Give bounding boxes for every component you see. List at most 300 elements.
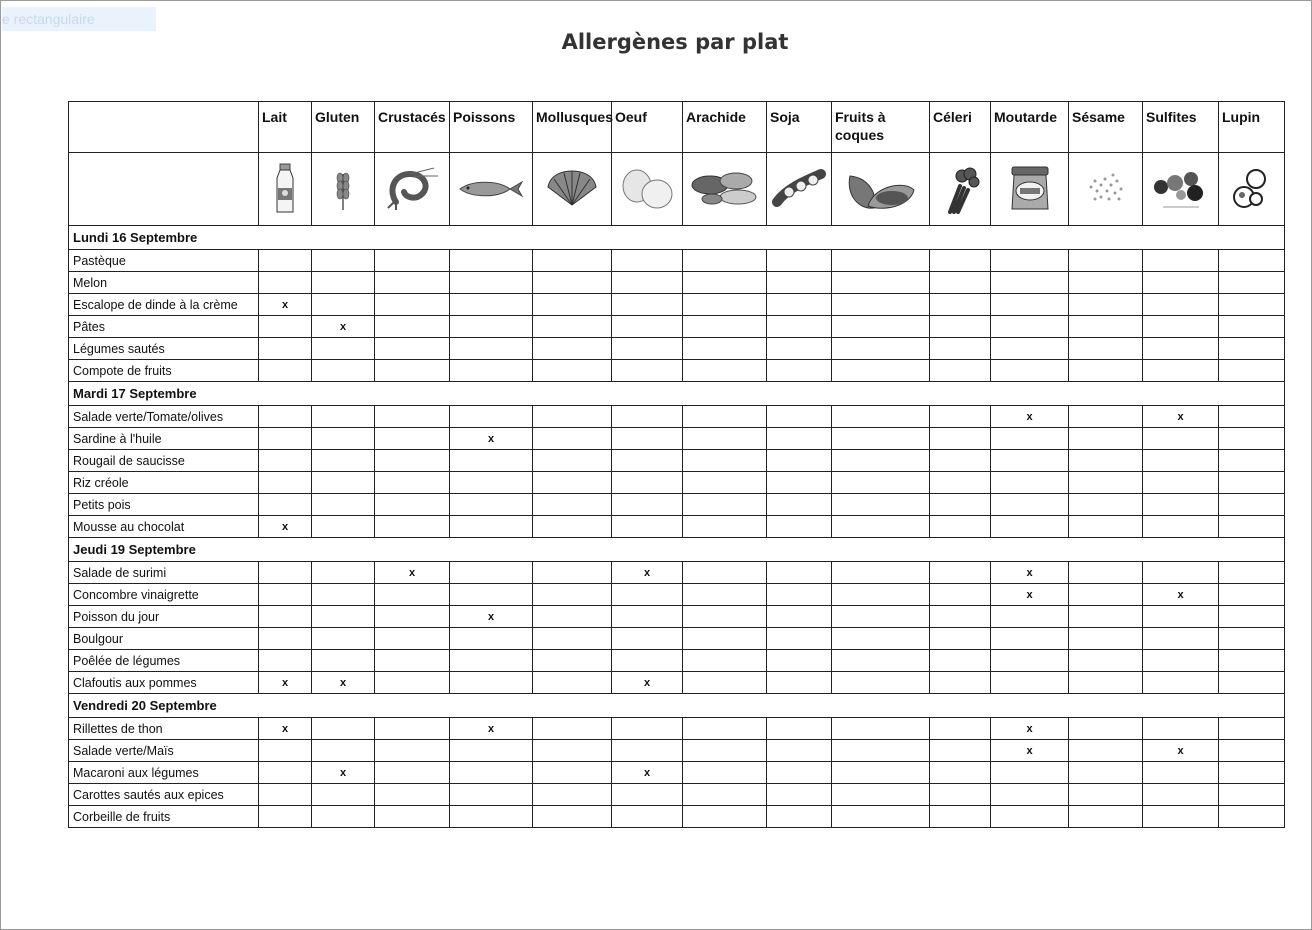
allergen-cell [683,272,767,294]
dish-name: Pâtes [69,316,259,338]
allergen-cell [450,360,533,382]
allergen-cell [1069,272,1143,294]
allergen-icon-cell [991,153,1069,226]
allergen-cell [1069,250,1143,272]
allergen-cell [375,584,450,606]
allergen-cell [312,650,375,672]
allergen-table [68,101,1285,828]
allergen-cell [312,272,375,294]
allergen-cell [683,672,767,694]
allergen-mark: x [612,762,683,784]
dish-row [69,562,1285,584]
allergen-cell [991,672,1069,694]
allergen-cell [612,606,683,628]
allergen-cell [683,316,767,338]
dish-name: Mousse au chocolat [69,516,259,538]
allergen-cell [450,272,533,294]
allergen-cell [259,806,312,828]
dish-row [69,784,1285,806]
allergen-cell [1069,562,1143,584]
allergen-cell [375,250,450,272]
allergen-cell [1069,516,1143,538]
allergen-cell [1069,740,1143,762]
allergen-cell [259,740,312,762]
allergen-cell [312,516,375,538]
dish-row [69,672,1285,694]
allergen-cell [1219,718,1285,740]
allergen-mark: x [312,316,375,338]
allergen-cell [683,406,767,428]
allergen-cell [683,494,767,516]
allergen-cell [533,584,612,606]
allergen-cell [259,316,312,338]
dish-row [69,428,1285,450]
allergen-cell [832,472,930,494]
dish-row [69,606,1285,628]
allergen-cell [312,472,375,494]
allergen-cell [259,628,312,650]
allergen-cell [930,740,991,762]
allergen-cell [767,562,832,584]
allergen-cell [930,272,991,294]
fish-icon [450,178,532,200]
nut-icon [832,166,929,212]
allergen-cell [767,762,832,784]
allergen-cell [312,718,375,740]
allergen-cell [312,740,375,762]
allergen-cell [533,650,612,672]
allergen-cell [612,740,683,762]
allergen-cell [533,762,612,784]
allergen-cell [767,406,832,428]
dish-name: Boulgour [69,628,259,650]
allergen-cell [991,516,1069,538]
dish-name: Rougail de saucisse [69,450,259,472]
allergen-icon-row [69,153,1285,226]
allergen-cell [450,806,533,828]
dish-row [69,406,1285,428]
allergen-mark: x [259,718,312,740]
allergen-cell [930,672,991,694]
allergen-cell [1143,360,1219,382]
allergen-cell [767,294,832,316]
allergen-cell [1069,472,1143,494]
allergen-cell [259,360,312,382]
dish-name: Poisson du jour [69,606,259,628]
allergen-cell [930,806,991,828]
allergen-cell [1143,806,1219,828]
dish-name: Salade verte/Tomate/olives [69,406,259,428]
allergen-cell [450,650,533,672]
allergen-cell [683,628,767,650]
allergen-cell [683,650,767,672]
allergen-cell [832,316,930,338]
allergen-cell [1219,272,1285,294]
allergen-cell [1219,806,1285,828]
allergen-cell [930,450,991,472]
allergen-cell [450,406,533,428]
allergen-icon-cell [1219,153,1285,226]
allergen-cell [1219,360,1285,382]
allergen-mark: x [991,718,1069,740]
allergen-cell [991,606,1069,628]
allergen-cell [259,406,312,428]
allergen-cell [767,316,832,338]
allergen-cell [533,806,612,828]
allergen-cell [683,472,767,494]
allergen-cell [832,718,930,740]
allergen-cell [312,294,375,316]
allergen-cell [930,428,991,450]
allergen-mark: x [991,584,1069,606]
allergen-cell [1143,628,1219,650]
allergen-cell [991,806,1069,828]
allergen-cell [930,718,991,740]
allergen-cell [375,406,450,428]
allergen-cell [832,272,930,294]
shape-label-fragment: e rectangulaire [2,7,156,31]
allergen-cell [375,606,450,628]
allergen-mark: x [259,672,312,694]
header-blank-cell [69,102,259,153]
allergen-cell [1219,562,1285,584]
allergen-cell [450,494,533,516]
allergen-mark: x [450,606,533,628]
allergen-header: Sésame [1069,102,1143,153]
allergen-icon-cell [767,153,832,226]
allergen-cell [767,494,832,516]
allergen-cell [832,450,930,472]
day-row [69,538,1285,562]
allergen-cell [683,718,767,740]
allergen-cell [259,584,312,606]
allergen-cell [450,316,533,338]
allergen-cell [1143,762,1219,784]
allergen-cell [1069,584,1143,606]
allergen-cell [1219,250,1285,272]
allergen-cell [375,806,450,828]
allergen-cell [375,762,450,784]
allergen-mark: x [450,718,533,740]
allergen-cell [1069,628,1143,650]
allergen-cell [1069,784,1143,806]
allergen-cell [1069,406,1143,428]
allergen-cell [683,806,767,828]
allergen-cell [767,584,832,606]
dish-name: Sardine à l'huile [69,428,259,450]
dish-name: Corbeille de fruits [69,806,259,828]
allergen-cell [767,428,832,450]
allergen-cell [259,784,312,806]
allergen-cell [683,740,767,762]
dish-name: Poêlée de légumes [69,650,259,672]
allergen-mark: x [612,672,683,694]
allergen-cell [533,472,612,494]
allergen-cell [767,718,832,740]
allergen-cell [832,562,930,584]
allergen-cell [259,428,312,450]
allergen-cell [1219,784,1285,806]
sulfites-icon [1143,167,1218,211]
allergen-cell [1069,316,1143,338]
allergen-cell [612,338,683,360]
allergen-cell [1219,606,1285,628]
allergen-header-row [69,102,1285,153]
dish-row [69,762,1285,784]
allergen-cell [832,762,930,784]
allergen-cell [1219,338,1285,360]
allergen-cell [612,516,683,538]
allergen-header: Poissons [450,102,533,153]
allergen-cell [1069,360,1143,382]
allergen-cell [259,450,312,472]
allergen-mark: x [1143,584,1219,606]
allergen-cell [1069,762,1143,784]
day-heading: Jeudi 19 Septembre [69,538,1285,562]
allergen-cell [930,628,991,650]
allergen-cell [683,606,767,628]
allergen-cell [1069,338,1143,360]
allergen-header: Lait [259,102,312,153]
allergen-cell [612,718,683,740]
allergen-cell [533,606,612,628]
allergen-cell [1143,672,1219,694]
allergen-cell [767,784,832,806]
allergen-cell [1219,650,1285,672]
allergen-cell [312,250,375,272]
allergen-cell [312,494,375,516]
allergen-cell [533,406,612,428]
allergen-cell [991,294,1069,316]
allergen-cell [533,360,612,382]
allergen-cell [832,250,930,272]
allergen-cell [767,806,832,828]
dish-row [69,338,1285,360]
allergen-cell [533,516,612,538]
allergen-cell [612,272,683,294]
dish-row [69,584,1285,606]
allergen-cell [375,628,450,650]
allergen-cell [450,672,533,694]
dish-name: Salade de surimi [69,562,259,584]
dish-row [69,272,1285,294]
allergen-cell [930,316,991,338]
allergen-cell [930,472,991,494]
allergen-cell [375,718,450,740]
allergen-cell [259,762,312,784]
allergen-cell [1219,672,1285,694]
allergen-icon-cell [930,153,991,226]
allergen-header: Crustacés [375,102,450,153]
allergen-cell [612,584,683,606]
allergen-cell [450,628,533,650]
allergen-cell [259,562,312,584]
allergen-cell [450,762,533,784]
allergen-cell [375,428,450,450]
allergen-cell [375,316,450,338]
allergen-cell [612,472,683,494]
allergen-cell [1143,272,1219,294]
allergen-cell [767,272,832,294]
celery-icon [930,164,990,214]
allergen-cell [991,472,1069,494]
allergen-cell [612,784,683,806]
allergen-cell [533,294,612,316]
allergen-cell [832,360,930,382]
allergen-icon-cell [1143,153,1219,226]
allergen-cell [930,562,991,584]
allergen-cell [767,628,832,650]
allergen-mark: x [1143,740,1219,762]
allergen-cell [1143,428,1219,450]
allergen-cell [533,562,612,584]
dish-name: Macaroni aux légumes [69,762,259,784]
allergen-cell [683,294,767,316]
allergen-cell [1143,316,1219,338]
allergen-cell [1219,516,1285,538]
dish-name: Melon [69,272,259,294]
allergen-cell [450,250,533,272]
allergen-cell [930,762,991,784]
dish-name: Compote de fruits [69,360,259,382]
allergen-cell [683,360,767,382]
allergen-header: Mollusques [533,102,612,153]
allergen-cell [450,472,533,494]
allergen-cell [832,784,930,806]
day-row [69,694,1285,718]
allergen-cell [375,516,450,538]
allergen-cell [533,718,612,740]
allergen-cell [450,584,533,606]
allergen-cell [683,250,767,272]
allergen-cell [612,650,683,672]
dish-name: Légumes sautés [69,338,259,360]
allergen-cell [767,606,832,628]
allergen-cell [1143,718,1219,740]
allergen-cell [259,494,312,516]
allergen-mark: x [991,562,1069,584]
allergen-cell [375,360,450,382]
allergen-cell [312,562,375,584]
allergen-cell [259,472,312,494]
allergen-cell [450,784,533,806]
allergen-cell [312,428,375,450]
peanut-icon [683,169,766,209]
allergen-mark: x [312,672,375,694]
dish-name: Rillettes de thon [69,718,259,740]
allergen-cell [930,338,991,360]
allergen-cell [1143,250,1219,272]
allergen-cell [375,740,450,762]
allergen-cell [767,450,832,472]
allergen-cell [533,784,612,806]
allergen-cell [767,472,832,494]
allergen-header: Moutarde [991,102,1069,153]
allergen-header: Sulfites [1143,102,1219,153]
dish-row [69,316,1285,338]
allergen-cell [312,628,375,650]
allergen-cell [991,316,1069,338]
allergen-cell [1219,316,1285,338]
allergen-cell [259,650,312,672]
allergen-cell [450,294,533,316]
allergen-header: Lupin [1219,102,1285,153]
allergen-cell [1069,718,1143,740]
allergen-icon-cell [450,153,533,226]
allergen-cell [1069,450,1143,472]
allergen-mark: x [450,428,533,450]
dish-row [69,472,1285,494]
allergen-cell [683,338,767,360]
allergen-mark: x [259,516,312,538]
allergen-cell [1219,628,1285,650]
allergen-icon-cell [375,153,450,226]
allergen-cell [612,250,683,272]
allergen-cell [832,628,930,650]
allergen-cell [375,672,450,694]
allergen-cell [533,628,612,650]
allergen-cell [767,250,832,272]
dish-row [69,250,1285,272]
mustard-jar-icon [991,165,1068,213]
allergen-cell [312,406,375,428]
allergen-cell [991,272,1069,294]
allergen-cell [832,294,930,316]
allergen-cell [832,606,930,628]
day-heading: Vendredi 20 Septembre [69,694,1285,718]
allergen-cell [832,494,930,516]
dish-row [69,294,1285,316]
allergen-cell [1143,472,1219,494]
allergen-cell [832,672,930,694]
allergen-cell [991,450,1069,472]
allergen-cell [533,316,612,338]
lupin-icon [1219,165,1284,213]
day-row [69,382,1285,406]
allergen-cell [832,806,930,828]
allergen-cell [683,516,767,538]
day-heading: Mardi 17 Septembre [69,382,1285,406]
allergen-cell [991,650,1069,672]
sesame-icon [1069,169,1142,209]
dish-name: Concombre vinaigrette [69,584,259,606]
allergen-cell [1219,406,1285,428]
allergen-cell [312,806,375,828]
allergen-cell [259,250,312,272]
allergen-cell [930,606,991,628]
allergen-cell [259,338,312,360]
allergen-cell [930,494,991,516]
allergen-cell [312,784,375,806]
milk-bottle-icon [259,162,311,216]
day-heading: Lundi 16 Septembre [69,226,1285,250]
allergen-cell [930,516,991,538]
allergen-cell [612,360,683,382]
allergen-cell [612,806,683,828]
allergen-cell [930,784,991,806]
allergen-cell [375,494,450,516]
allergen-cell [1143,338,1219,360]
allergen-cell [1069,606,1143,628]
allergen-cell [1143,294,1219,316]
allergen-header: Gluten [312,102,375,153]
dish-row [69,450,1285,472]
allergen-mark: x [1143,406,1219,428]
allergen-cell [1143,606,1219,628]
allergen-cell [767,338,832,360]
allergen-header: Soja [767,102,832,153]
allergen-cell [375,294,450,316]
